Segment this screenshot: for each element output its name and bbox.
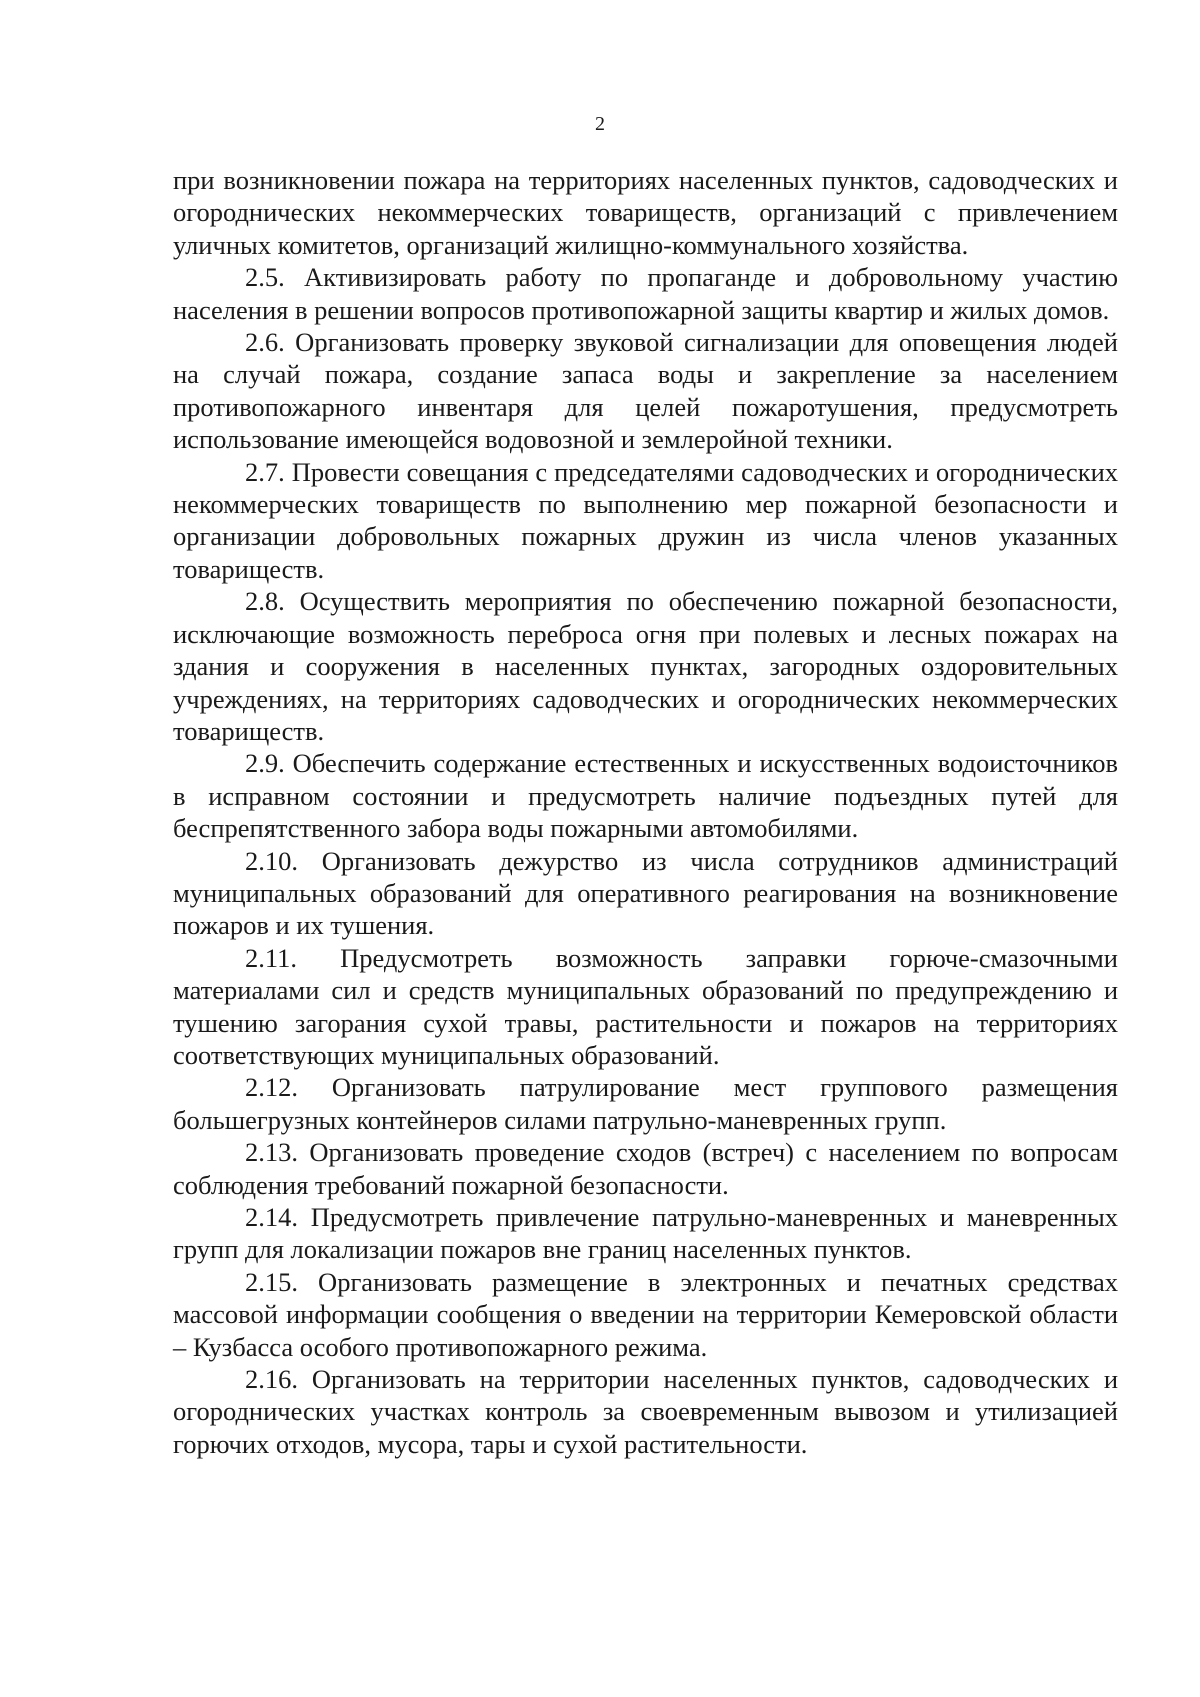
paragraph-item-2-9: 2.9. Обеспечить содержание естественных и искусственных водоисточников в исправном состоянии и предусмотреть наличие подъездных путей для беспрепятственного забора воды пожарными автомобилями.	[173, 748, 1118, 844]
paragraph-item-2-8: 2.8. Осуществить мероприятия по обеспечению пожарной безопасности, исключающие возможность переброса огня при полевых и лесных пожарах на здания и сооружения в населенных пунктах, загородных оздоровительных учреждениях, на территориях садоводческих и огороднических некоммерческих товариществ.	[173, 586, 1118, 746]
paragraph-item-2-12: 2.12. Организовать патрулирование мест группового размещения большегрузных контейнеров силами патрульно-маневренных групп.	[173, 1072, 1118, 1135]
document-body	[173, 164, 1118, 1460]
paragraph-item-2-10: 2.10. Организовать дежурство из числа сотрудников администраций муниципальных образований для оперативного реагирования на возникновение пожаров и их тушения.	[173, 845, 1118, 941]
paragraph-item-2-5: 2.5. Активизировать работу по пропаганде и добровольному участию населения в решении вопросов противопожарной защиты квартир и жилых домов.	[173, 262, 1118, 325]
page-number: 2	[595, 113, 605, 135]
paragraph-item-2-13: 2.13. Организовать проведение сходов (встреч) с населением по вопросам соблюдения требований пожарной безопасности.	[173, 1137, 1118, 1200]
paragraph-item-2-15: 2.15. Организовать размещение в электронных и печатных средствах массовой информации сообщения о введении на территории Кемеровской области – Кузбасса особого противопожарного режима.	[173, 1266, 1118, 1362]
paragraph-item-2-14: 2.14. Предусмотреть привлечение патрульно-маневренных и маневренных групп для локализации пожаров вне границ населенных пунктов.	[173, 1202, 1118, 1265]
paragraph-continuation: при возникновении пожара на территориях населенных пунктов, садоводческих и огороднических некоммерческих товариществ, организаций с привлечением уличных комитетов, организаций жилищно-коммунального хозяйства.	[173, 165, 1118, 260]
paragraph-item-2-7: 2.7. Провести совещания с председателями садоводческих и огороднических некоммерческих товариществ по выполнению мер пожарной безопасности и организации добровольных пожарных дружин из числа членов указанных товариществ.	[173, 456, 1118, 584]
paragraph-item-2-16: 2.16. Организовать на территории населенных пунктов, садоводческих и огороднических участках контроль за своевременным вывозом и утилизацией горючих отходов, мусора, тары и сухой растительности.	[173, 1364, 1118, 1459]
paragraph-item-2-11: 2.11. Предусмотреть возможность заправки горюче-смазочными материалами сил и средств муниципальных образований по предупреждению и тушению загорания сухой травы, растительности и пожаров на территориях соответствующих муниципальных образований.	[173, 942, 1118, 1070]
paragraph-item-2-6: 2.6. Организовать проверку звуковой сигнализации для оповещения людей на случай пожара, создание запаса воды и закрепление за населением противопожарного инвентаря для целей пожаротушения, предусмотреть использование имеющейся водовозной и землеройной техники.	[173, 327, 1118, 455]
